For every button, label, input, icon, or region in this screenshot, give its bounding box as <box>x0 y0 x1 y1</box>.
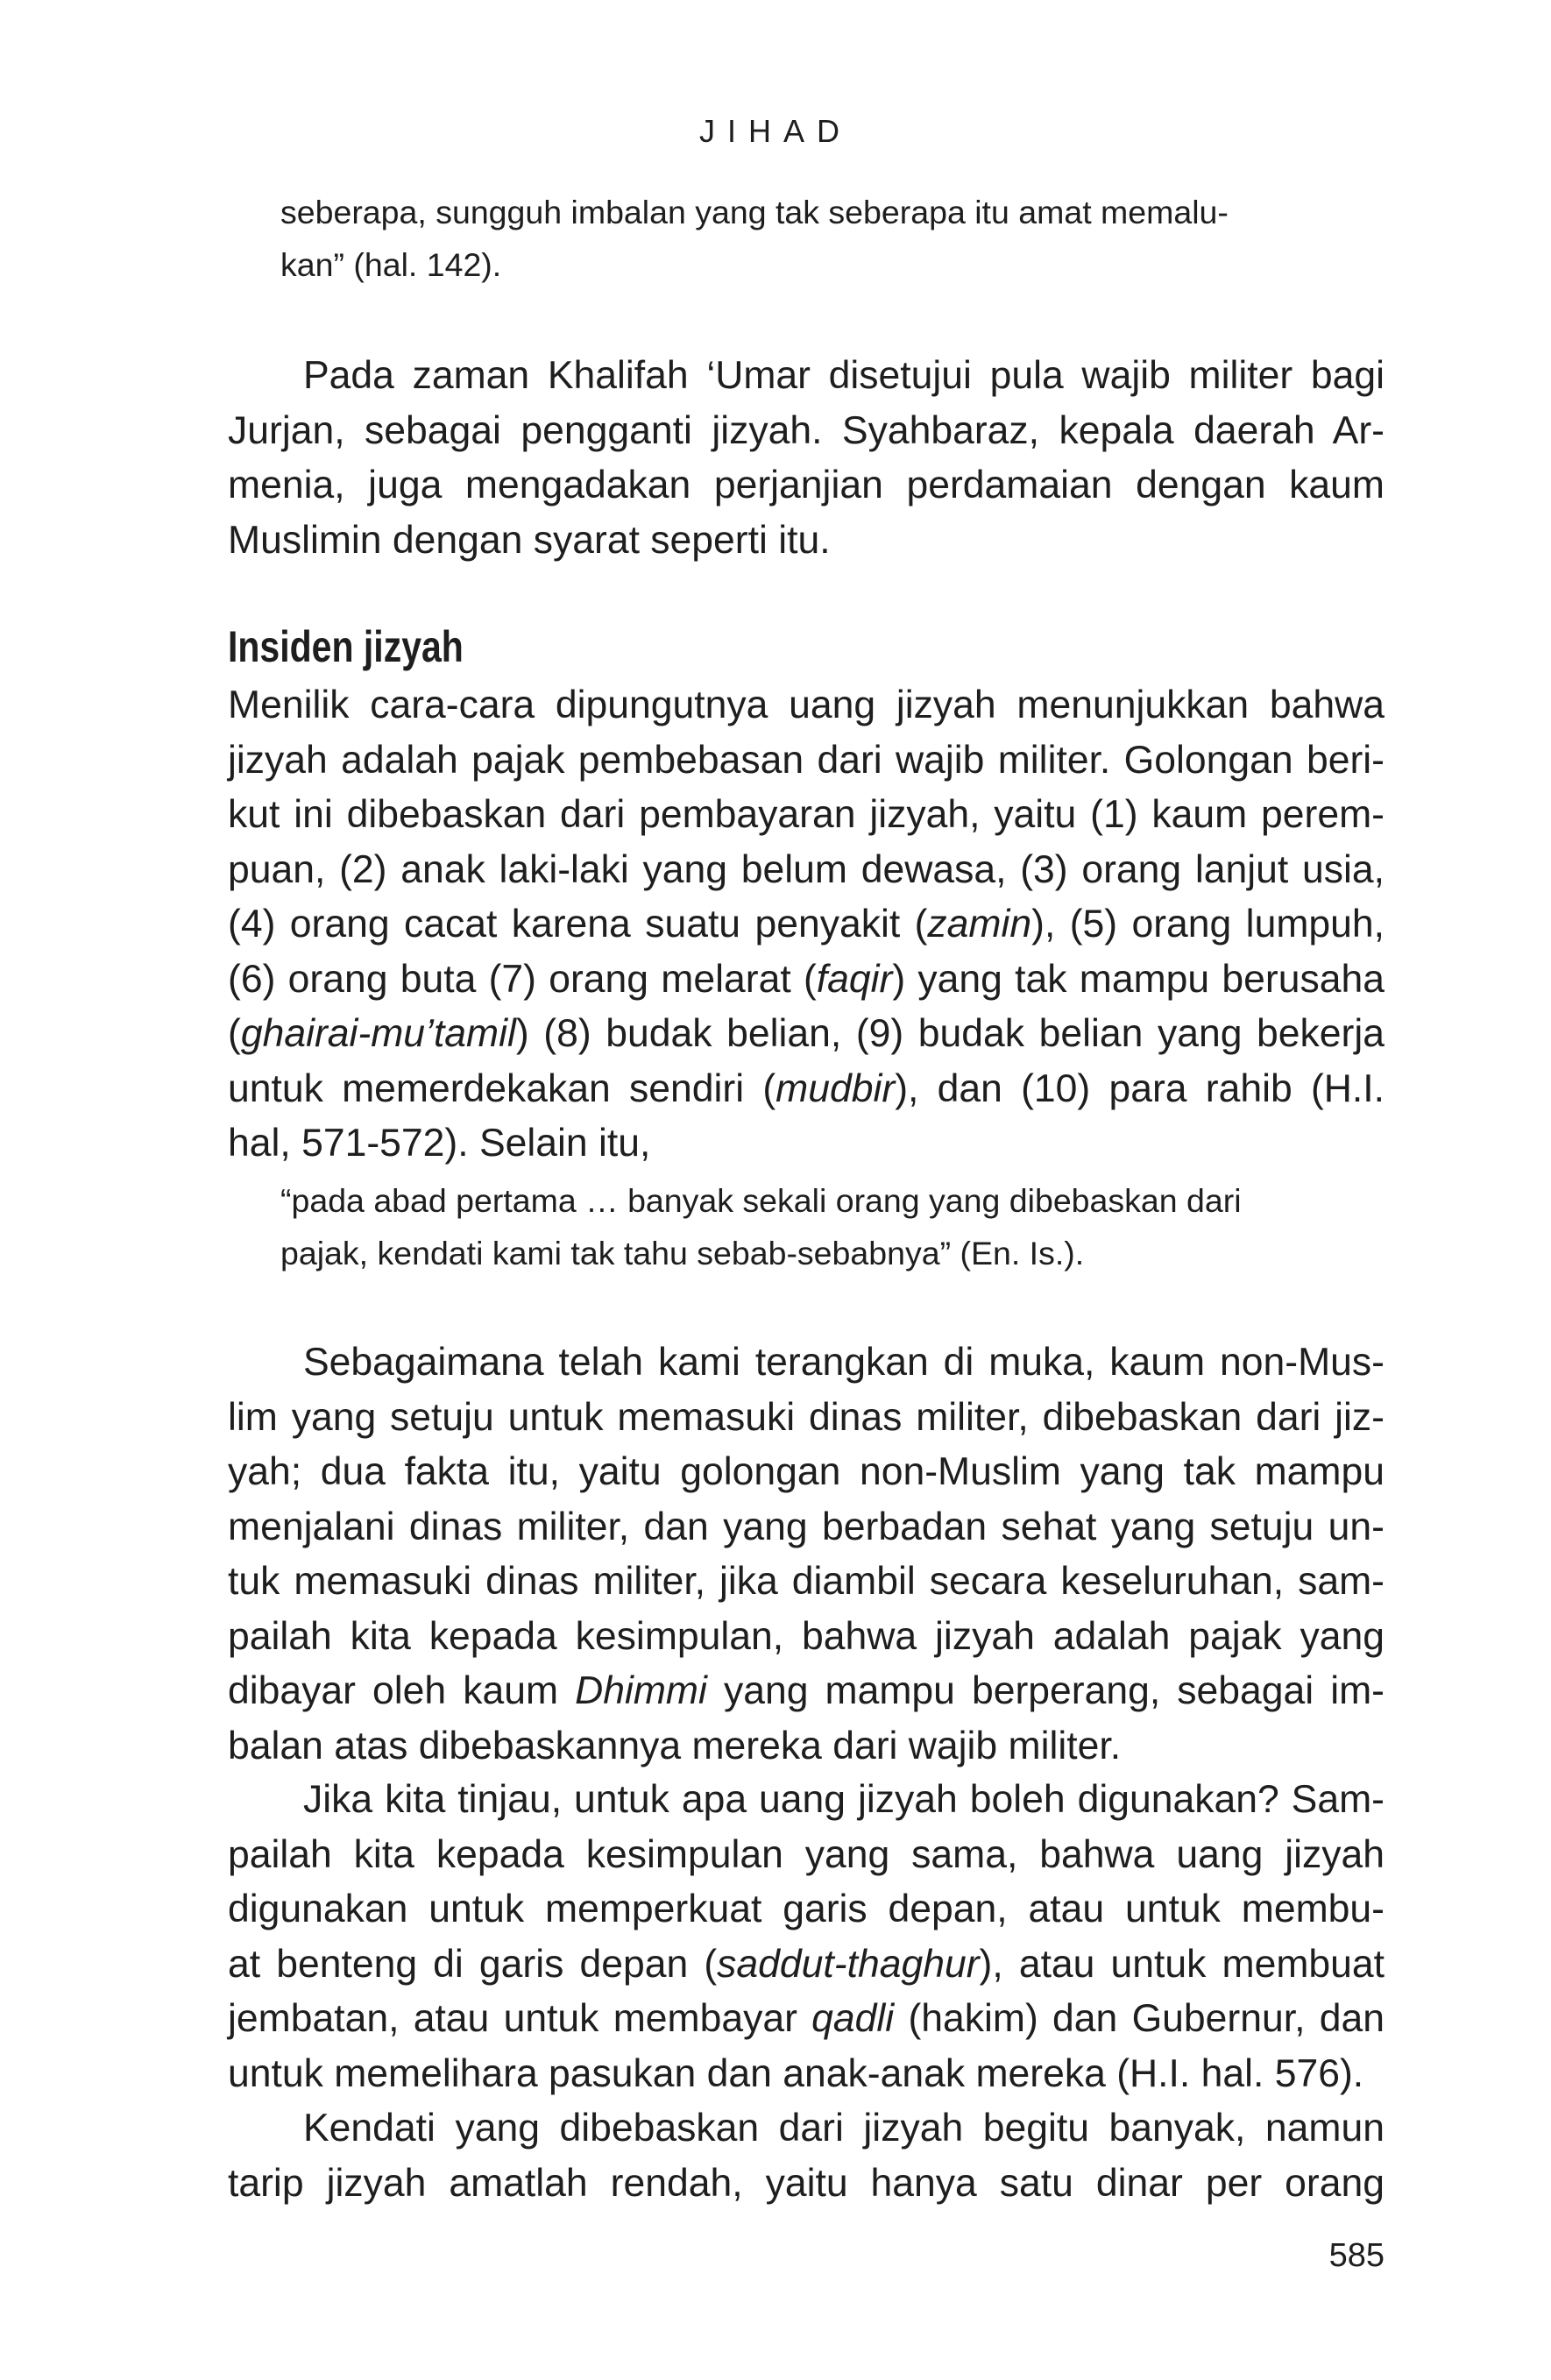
text-line: lim yang setuju untuk memasuki dinas militer, dibebaskan dari jiz- <box>228 1395 1385 1439</box>
page-number: 585 <box>1328 2237 1385 2274</box>
text-line: kut ini dibebaskan dari pembayaran jizyah, yaitu (1) kaum perem- <box>228 793 1385 836</box>
text-line: hal, 571-572). Selain itu, <box>228 1122 651 1165</box>
text-line: Jika kita tinjau, untuk apa uang jizyah boleh digunakan? Sam- <box>303 1778 1385 1821</box>
text-line: jizyah adalah pajak pembebasan dari wajib militer. Golongan beri- <box>228 738 1385 782</box>
text-line: untuk memerdekakan sendiri (mudbir), dan (10) para rahib (H.I. <box>228 1066 1385 1110</box>
text-line: yah; dua fakta itu, yaitu golongan non-Muslim yang tak mampu <box>228 1450 1385 1493</box>
text-line: menia, juga mengadakan perjanjian perdamaian dengan kaum <box>228 464 1385 506</box>
text-line: Menilik cara-cara dipungutnya uang jizyah menunjukkan bahwa <box>228 684 1385 726</box>
text-line: Pada zaman Khalifah ‘Umar disetujui pula wajib militer bagi <box>303 354 1385 397</box>
text-line: puan, (2) anak laki-laki yang belum dewasa, (3) orang lanjut usia, <box>228 847 1385 891</box>
paragraph-1 <box>228 349 1385 568</box>
text-line: Kendati yang dibebaskan dari jizyah begitu banyak, namun <box>303 2107 1385 2150</box>
paragraph-3 <box>228 1335 1385 1774</box>
text-line: (4) orang cacat karena suatu penyakit (zamin), (5) orang lumpuh, <box>228 903 1385 946</box>
text-line: tarip jizyah amatlah rendah, yaitu hanya satu dinar per orang <box>228 2161 1385 2205</box>
italic-term: Dhimmi <box>575 1669 707 1712</box>
text-line: jembatan, atau untuk membayar qadli (hakim) dan Gubernur, dan <box>228 1997 1385 2040</box>
text-line: Sebagaimana telah kami terangkan di muka, kaum non-Mus- <box>303 1341 1385 1384</box>
quote-line: seberapa, sungguh imbalan yang tak seberapa itu amat memalu- <box>280 194 1229 230</box>
section-heading: Insiden jizyah <box>228 622 464 671</box>
text-line: at benteng di garis depan (saddut-thaghur), atau untuk membuat <box>228 1942 1385 1986</box>
text-line: Jurjan, sebagai pengganti jizyah. Syahbaraz, kepala daerah Ar- <box>228 408 1385 452</box>
quote-line: kan” (hal. 142). <box>280 246 502 283</box>
paragraph-4 <box>228 1773 1385 2101</box>
italic-term: qadli <box>811 1997 895 2040</box>
italic-term: ghairai-mu’tamil <box>240 1012 516 1055</box>
text-line: Muslimin dengan syarat seperti itu. <box>228 518 831 562</box>
italic-term: saddut-thaghur <box>717 1942 980 1986</box>
paragraph-5 <box>228 2101 1385 2211</box>
quote-line: “pada abad pertama … banyak sekali orang yang dibebaskan dari <box>280 1182 1242 1219</box>
block-quote-mid <box>280 1174 1367 1279</box>
italic-term: faqir <box>816 957 893 1001</box>
italic-term: zamin <box>927 903 1032 946</box>
text-line: balan atas dibebaskannya mereka dari wajib militer. <box>228 1724 1122 1767</box>
text-line: dibayar oleh kaum Dhimmi yang mampu berperang, sebagai im- <box>228 1669 1385 1712</box>
text-line: pailah kita kepada kesimpulan, bahwa jizyah adalah pajak yang <box>228 1614 1385 1658</box>
text-line: menjalani dinas militer, dan yang berbadan sehat yang setuju un- <box>228 1505 1385 1548</box>
text-line: untuk memelihara pasukan dan anak-anak mereka (H.I. hal. 576). <box>228 2051 1364 2095</box>
paragraph-2 <box>228 678 1385 1172</box>
text-line: tuk memasuki dinas militer, jika diambil secara keseluruhan, sam- <box>228 1560 1385 1603</box>
quote-line: pajak, kendati kami tak tahu sebab-sebabnya” (En. Is.). <box>280 1235 1085 1271</box>
text-line: digunakan untuk memperkuat garis depan, atau untuk membu- <box>228 1888 1385 1930</box>
text-line: (ghairai-mu’tamil) (8) budak belian, (9) budak belian yang bekerja <box>228 1012 1385 1055</box>
running-head: JIHAD <box>698 113 852 149</box>
italic-term: mudbir <box>776 1066 896 1110</box>
text-line: (6) orang buta (7) orang melarat (faqir) yang tak mampu berusaha <box>228 957 1385 1001</box>
block-quote-top <box>280 186 1367 291</box>
text-line: pailah kita kepada kesimpulan yang sama, bahwa uang jizyah <box>228 1832 1385 1876</box>
